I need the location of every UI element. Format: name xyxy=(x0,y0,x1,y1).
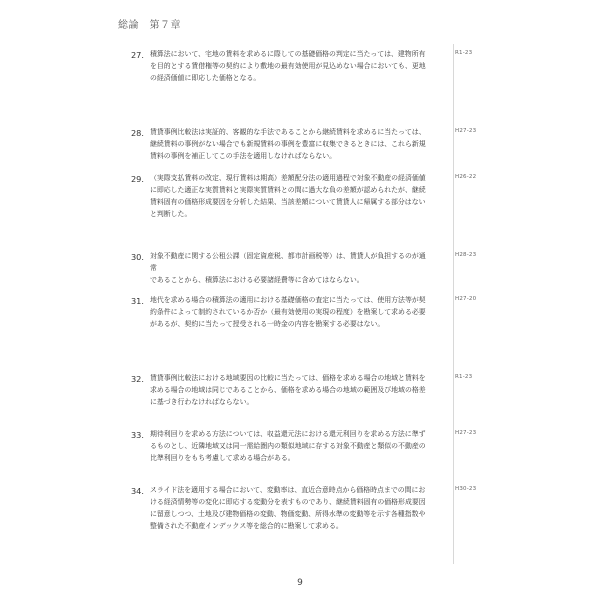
question-text-line: があるが、契約に当たって授受される一時金の内容を勘案する必要はない。 xyxy=(150,320,385,328)
question-text-line: 整備された不動産インデックス等を総合的に勘案して求める。 xyxy=(150,522,343,530)
question-text-line: 約条件によって制約されているか否か（最有効使用の実現の程度）を勘案して求める必要 xyxy=(150,308,426,316)
exam-year-tag: H30-23 xyxy=(455,486,477,492)
question-text-line: 継続賃料の事例がない場合でも新規賃料の事例を豊富に収集できるときには、これら新規 xyxy=(150,140,426,148)
question-text-line: と判断した。 xyxy=(150,210,192,218)
question-text xyxy=(150,484,446,532)
question-text xyxy=(150,126,446,162)
question-text xyxy=(150,48,446,84)
exam-year-tag: H26-22 xyxy=(455,174,477,180)
question-text xyxy=(150,250,446,286)
question-text-line: を目的とする賃借権等の契約により敷地の最有効使用が見込めない場合においても、更地 xyxy=(150,62,426,70)
question-number: 30. xyxy=(130,252,144,262)
question-text-line: 常 xyxy=(150,264,157,272)
question-number: 32. xyxy=(130,374,144,384)
question-text-line: 地代を求める場合の積算法の適用における基礎価格の査定に当たっては、使用方法等が契 xyxy=(150,296,426,304)
exam-year-tag: H27-20 xyxy=(455,296,477,302)
exam-year-tag: H27-23 xyxy=(455,430,477,436)
exam-year-tag: R1-23 xyxy=(455,50,473,56)
question-number: 27. xyxy=(130,50,144,60)
question-text-line: 賃料の事例を補正してこの手法を適用しなければならない。 xyxy=(150,152,337,160)
question-text-line: 対象不動産に関する公租公課（固定資産税、都市計画税等）は、賃貸人が負担するのが通 xyxy=(150,252,426,260)
question-text-line: であることから、積算法における必要諸経費等に含めてはならない。 xyxy=(150,276,364,284)
question-number: 28. xyxy=(130,128,144,138)
question-text-line: の経済価値に即応した価格となる。 xyxy=(150,74,261,82)
question-text-line: るものとし、近隣地域又は同一需給圏内の類似地域に存する対象不動産と類似の不動産の xyxy=(150,442,426,450)
question-text-line: に留意しつつ、土地及び建物価格の変動、物価変動、所得水準の変動等を示す各種指数や xyxy=(150,510,426,518)
question-text-line: 賃料固有の価格形成要因を分析した結果、当該差額について賃貸人に帰属する部分はない xyxy=(150,198,426,206)
question-number: 34. xyxy=(130,486,144,496)
question-text-line: （実際支払賃料の改定、現行賃料は期高）差額配分法の適用過程で対象不動産の経済価値 xyxy=(150,174,426,182)
exam-year-tag: R1-23 xyxy=(455,374,473,380)
question-text-line: 賃貸事例比較法における地域要因の比較に当たっては、価格を求める場合の地域と賃料を xyxy=(150,374,426,382)
question-text-line: に即応した適正な実質賃料と実際実質賃料との間に過大な負の差額が認められたが、継続 xyxy=(150,186,426,194)
question-text xyxy=(150,372,446,408)
margin-divider xyxy=(453,44,454,564)
chapter-header: 総論 第７章 xyxy=(118,20,181,31)
question-text-line: 求める場合の地域は同じであることから、価格を求める場合の地域の範囲及び地域の格差 xyxy=(150,386,426,394)
question-text xyxy=(150,428,446,464)
question-text-line: に基づき行わなければならない。 xyxy=(150,398,254,406)
question-number: 29. xyxy=(130,174,144,184)
question-text xyxy=(150,172,446,220)
question-number: 33. xyxy=(130,430,144,440)
question-text-line: ける経済情勢等の変化に即応する変動分を表すものであり、継続賃料固有の価格形成要因 xyxy=(150,498,426,506)
page-number: 9 xyxy=(297,578,303,588)
question-number: 31. xyxy=(130,296,144,306)
question-text-line: 比準利回りをもち考慮して求める場合がある。 xyxy=(150,454,295,462)
question-text xyxy=(150,294,446,330)
exam-year-tag: H27-23 xyxy=(455,128,477,134)
exam-year-tag: H28-23 xyxy=(455,252,477,258)
question-text-line: 賃貸事例比較法は実証的、客観的な手法であることから継続賃料を求めるに当たっては、 xyxy=(150,128,426,136)
question-text-line: スライド法を適用する場合において、変動率は、直近合意時点から価格時点までの間にお xyxy=(150,486,426,494)
question-text-line: 期待利回りを求める方法については、収益還元法における還元利回りを求める方法に準ず xyxy=(150,430,426,438)
question-text-line: 積算法において、宅地の賃料を求めるに際しての基礎価格の判定に当たっては、建物所有 xyxy=(150,50,426,58)
